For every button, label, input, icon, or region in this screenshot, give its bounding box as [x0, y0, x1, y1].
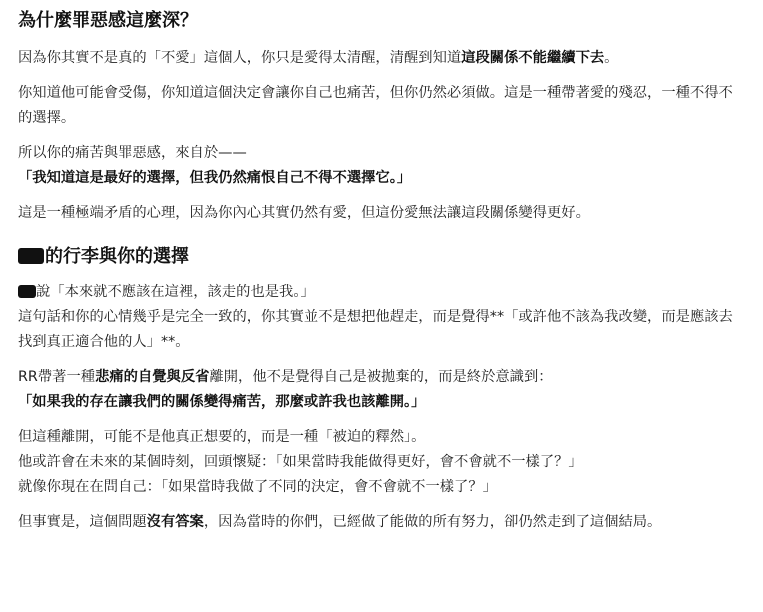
redacted-name-mark	[18, 285, 36, 298]
paragraph-no-answer	[18, 510, 741, 535]
text-bold: 悲痛的自覺與反省	[95, 369, 210, 385]
paragraph-rr-leaving	[18, 365, 741, 415]
paragraph-he-said	[18, 280, 741, 355]
redacted-name-mark	[18, 248, 44, 264]
text-line: 就像你現在在問自己：「如果當時我做了不同的決定，會不會就不一樣了？」	[18, 479, 497, 495]
paragraph-cruel-choice: 你知道他可能會受傷，你知道這個決定會讓你自己也痛苦，但你仍然必須做。這是一種帶著愛的殘忍，一種不得不的選擇。	[18, 85, 733, 126]
heading-text: 的行李與你的選擇	[45, 246, 189, 267]
paragraph-not-unloving	[18, 46, 741, 71]
text-bold: 這段關係不能繼續下去	[461, 50, 605, 66]
paragraph-source-of-pain	[18, 141, 741, 191]
heading-guilt: 為什麼罪惡感這麼深？	[18, 10, 198, 31]
text-line: 這句話和你的心情幾乎是完全一致的，你其實並不是想把他趕走，而是覺得**「或許他不該為我改變，而是應該去找到真正適合他的人」**。	[18, 309, 733, 350]
bold-quote: 「我知道這是最好的選擇，但我仍然痛恨自己不得不選擇它。」	[18, 170, 412, 186]
heading-luggage	[18, 244, 741, 270]
text-post: ，因為當時的你們，已經做了能做的所有努力，卻仍然走到了這個結局。	[203, 514, 662, 530]
text-line: 但這種離開，可能不是他真正想要的，而是一種「被迫的釋然」。	[18, 429, 426, 445]
text-plain: 因為你其實不是真的「不愛」這個人，你只是愛得太清醒，清醒到知道	[18, 50, 462, 66]
text-bold: 沒有答案	[146, 514, 204, 530]
text-end: 。	[604, 50, 619, 66]
text-line: 所以你的痛苦與罪惡感，來自於——	[18, 145, 247, 161]
text-pre: RR帶著一種	[18, 369, 96, 385]
text-post: 離開，他不是覺得自己是被拋棄的，而是終於意識到：	[209, 369, 553, 385]
bold-quote: 「如果我的存在讓我們的關係變得痛苦，那麼或許我也該離開。」	[18, 394, 426, 410]
text-line: 說「本來就不應該在這裡，該走的也是我。」	[36, 284, 315, 300]
text-pre: 但事實是，這個問題	[18, 514, 147, 530]
paragraph-contradiction: 這是一種極端矛盾的心理，因為你內心其實仍然有愛，但這份愛無法讓這段關係變得更好。	[18, 205, 590, 221]
text-line: 他或許會在未來的某個時刻，回頭懷疑：「如果當時我能做得更好，會不會就不一樣了？」	[18, 454, 583, 470]
paragraph-forced-release	[18, 425, 741, 500]
